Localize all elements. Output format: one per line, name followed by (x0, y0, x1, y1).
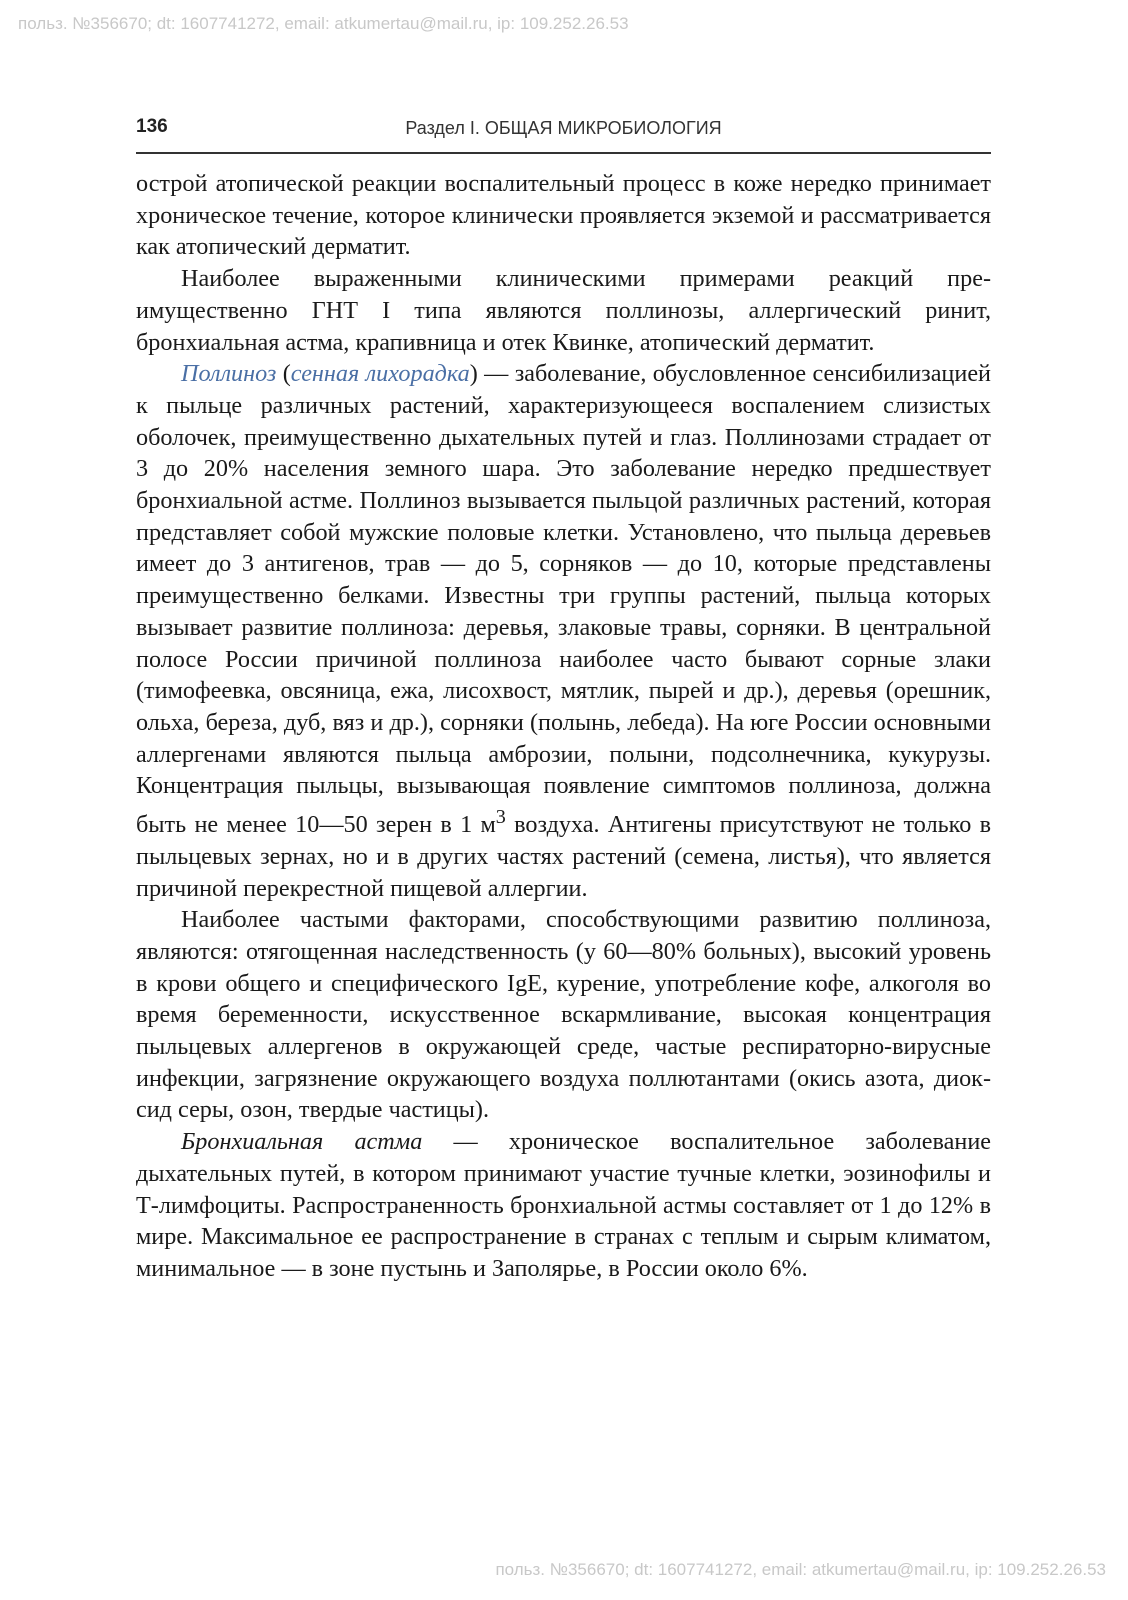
asthma-definition: — хроническое воспалительное заболевание дыхательных путей, в котором принимают участие тучные клетки, эозинофилы и Т-лимфоциты. Распространенность бронхиальной астмы составляет от 1 до 12% в мире. Максимальное ее распространение в странах с теплым и сырым климатом, минимальное — в зоне пустынь и Заполярье, в России около 6%. (136, 1128, 992, 1282)
term-hay-fever-link[interactable]: сенная лихорадка (290, 360, 470, 388)
watermark-bottom: польз. №356670; dt: 1607741272, email: atkumertau@mail.ru, ip: 109.252.26.53 (495, 1560, 1106, 1579)
body-text (136, 168, 991, 1285)
paren-open: ( (276, 360, 291, 388)
pollinosis-definition-tail: воздуха. Антигены присутствуют не только в пыльцевых зернах, но и в других частях растений (семена, листья), что является причиной перекрестной пищевой аллергии. (136, 811, 991, 902)
watermark-top: польз. №356670; dt: 1607741272, email: atkumertau@mail.ru, ip: 109.252.26.53 (18, 14, 629, 33)
paragraph-clinical-examples: Наиболее выраженными клиническими примерами реакций преимущественно ГНТ I типа являются поллинозы, аллергический ринит, бронхиальная астма, крапивница и отек Квинке, атопический дерматит. (136, 265, 991, 356)
paragraph-risk-factors: Наиболее частыми факторами, способствующими развитию поллиноза, являются: отягощенная наследственность (у 60—80% больных), высокий уровень в крови общего и специфического IgE, курение, употребление кофе, алкоголя во время беременности, искусственное вскармливание, высокая концентрация пыльцевых аллергенов в окружающей среде, частые респираторно-вирусные инфекции, загрязнение окружающего воздуха поллютантами (окись азота, диоксид серы, озон, твердые частицы). (136, 906, 991, 1124)
cubic-superscript: 3 (495, 806, 506, 829)
term-pollinosis-link[interactable]: Поллиноз (181, 360, 277, 388)
paragraph-continuation: острой атопической реакции воспалительный процесс в коже нередко принимает хроническое течение, которое клинически проявляется экземой и рассматривается как атопический дерматит. (136, 170, 991, 261)
page-number: 136 (136, 116, 168, 137)
section-title: Раздел I. ОБЩАЯ МИКРОБИОЛОГИЯ (405, 118, 722, 138)
term-asthma: Бронхиальная астма (181, 1128, 423, 1156)
pollinosis-definition: ) — заболевание, обусловленное сенсибилизацией к пыльце различных растений, характеризующееся воспалением слизистых оболочек, преимущественно дыхательных путей и глаз. Поллинозами страдает от 3 до 20% населения земного шара. Это заболевание нередко предшествует бронхиальной астме. Поллиноз вызывается пыльцой различных растений, которая представляет собой мужские половые клетки. Установлено, что пыльца деревьев имеет до 3 антигенов, трав — до 5, сорняков — до 10, которые представлены преимущественно белками. Известны три группы растений, пыльца которых вызывает развитие поллиноза: деревья, злаковые травы, сорняки. В центральной полосе России причиной поллиноза наиболее часто бывают сорные злаки (тимофеевка, овсяница, ежа, лисохвост, мятлик, пырей и др.), деревья (орешник, ольха, береза, дуб, вяз и др.), сорняки (полынь, лебеда). На юге России основными аллергенами являются пыльца амброзии, полыни, подсолнечника, кукурузы. Концентрация пыльцы, вызывающая появление симптомов поллиноза, должна быть не менее 10—50 зерен в 1 м (136, 360, 991, 839)
paragraph-asthma (136, 1126, 991, 1285)
paragraph-pollinosis (136, 358, 991, 904)
page-header (136, 114, 991, 154)
